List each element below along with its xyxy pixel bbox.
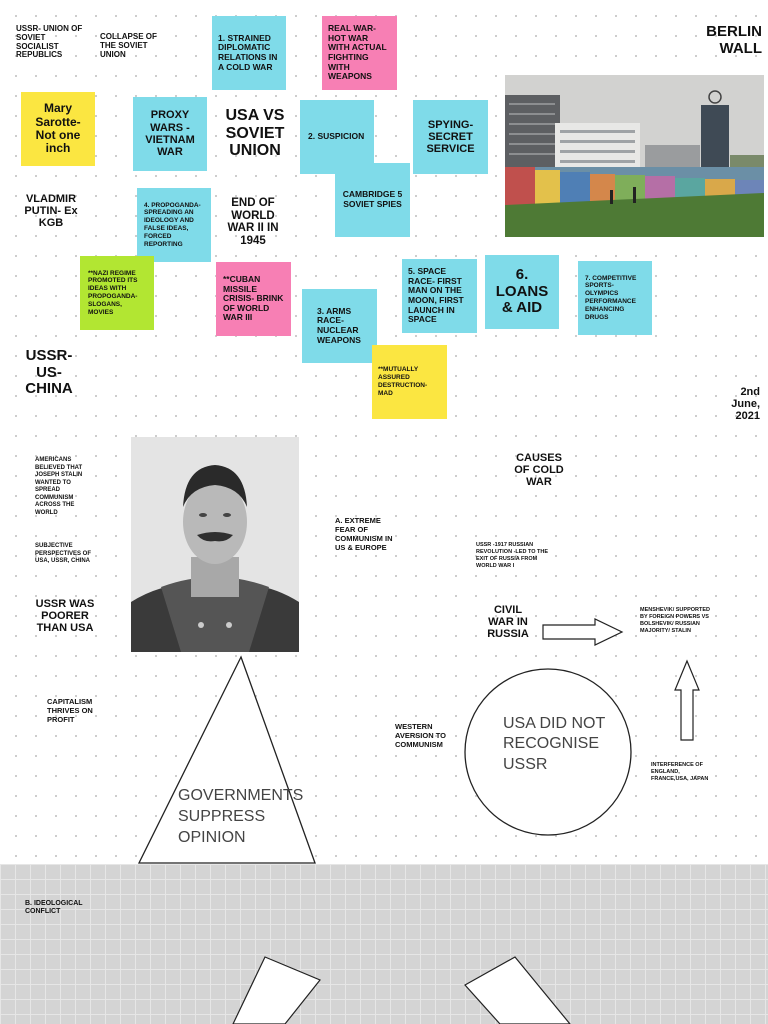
interference-text: INTERFERENCE OF ENGLAND, FRANCE,USA, JAPAN	[651, 762, 709, 783]
right-arrow-icon	[540, 617, 626, 647]
ussr-us-china-text: USSR- US- CHINA	[25, 347, 73, 397]
up-arrow-icon	[672, 658, 702, 744]
note-cambridge[interactable]: CAMBRIDGE 5 SOVIET SPIES	[335, 163, 410, 237]
revolution-text: USSR -1917 RUSSIAN REVOLUTION -LED TO THE EXIT OF RUSSIA FROM WORLD WAR I	[476, 542, 549, 570]
note-cuban[interactable]: **CUBAN MISSILE CRISIS- BRINK OF WORLD WAR III	[216, 262, 291, 336]
date-text: 2nd June, 2021	[731, 386, 760, 423]
note-proxy-wars[interactable]: PROXY WARS - VIETNAM WAR	[133, 97, 207, 171]
putin-text: VLADMIR PUTIN- Ex KGB	[24, 193, 78, 230]
note-loans[interactable]: 6. LOANS & AID	[485, 255, 559, 329]
usa-did-not-text: USA DID NOT RECOGNISE USSR	[503, 715, 605, 773]
partial-shapes	[225, 955, 585, 1024]
end-ww2-text: END OF WORLD WAR II IN 1945	[227, 197, 279, 247]
note-arms-race[interactable]: 3. ARMS RACE- NUCLEAR WEAPONS	[302, 289, 377, 363]
americans-text: AMERICANS BELIEVED THAT JOSEPH STALIN WANTED TO SPREAD COMMUNISM ACROSS THE WORLD	[35, 457, 83, 516]
ussr-poorer-text: USSR WAS POORER THAN USA	[35, 598, 95, 635]
note-space-race[interactable]: 5. SPACE RACE- FIRST MAN ON THE MOON, FIRST LAUNCH IN SPACE	[402, 259, 477, 333]
berlin-wall-title: BERLIN WALL	[706, 23, 762, 57]
extreme-fear-text: A. EXTREME FEAR OF COMMUNISM IN US & EUROPE	[335, 516, 393, 552]
western-aversion-text: WESTERN AVERSION TO COMMUNISM	[395, 722, 446, 749]
note-nazi[interactable]: **NAZI REGIME PROMOTED ITS IDEAS WITH PROPOGANDA- SLOGANS, MOVIES	[80, 256, 154, 330]
berlin-wall-photo	[505, 75, 764, 237]
civil-war-text: CIVIL WAR IN RUSSIA	[487, 604, 529, 641]
ussr-definition: USSR- UNION OF SOVIET SOCIALIST REPUBLICS	[16, 24, 83, 60]
subjective-text: SUBJECTIVE PERSPECTIVES OF USA, USSR, CHINA	[35, 543, 92, 564]
collapse-text: COLLAPSE OF THE SOVIET UNION	[100, 32, 157, 59]
note-sarotte[interactable]: Mary Sarotte- Not one inch	[21, 92, 95, 166]
usa-vs-soviet-title: USA VS SOVIET UNION	[225, 107, 285, 160]
menshevik-text: MENSHEVIK/ SUPPORTED BY FOREIGN POWERS VS BOLSHEVIK/ RUSSIAN MAJORITY/ STALIN	[640, 607, 710, 635]
stalin-portrait	[131, 437, 299, 652]
note-real-war[interactable]: REAL WAR- HOT WAR WITH ACTUAL FIGHTING WITH WEAPONS	[322, 16, 397, 90]
capitalism-text: CAPITALISM THRIVES ON PROFIT	[47, 697, 93, 724]
note-propaganda[interactable]: 4. PROPOGANDA- SPREADING AN IDEOLOGY AND FALSE IDEAS, FORCED REPORTING	[137, 188, 211, 262]
note-spying[interactable]: SPYING- SECRET SERVICE	[413, 100, 488, 174]
note-mad[interactable]: **MUTUALLY ASSURED DESTRUCTION- MAD	[372, 345, 447, 419]
note-sports[interactable]: 7. COMPETITIVE SPORTS- OLYMPICS PERFORMANCE ENHANCING DRUGS	[578, 261, 652, 335]
note-suspicion[interactable]: 2. SUSPICION	[300, 100, 374, 174]
causes-title: CAUSES OF COLD WAR	[514, 452, 564, 489]
note-strained[interactable]: 1. STRAINED DIPLOMATIC RELATIONS IN A COLD WAR	[212, 16, 286, 90]
governments-text: GOVERNMENTS SUPPRESS OPINION	[178, 787, 304, 846]
ideological-conflict-text: B. IDEOLOGICAL CONFLICT	[25, 900, 83, 916]
